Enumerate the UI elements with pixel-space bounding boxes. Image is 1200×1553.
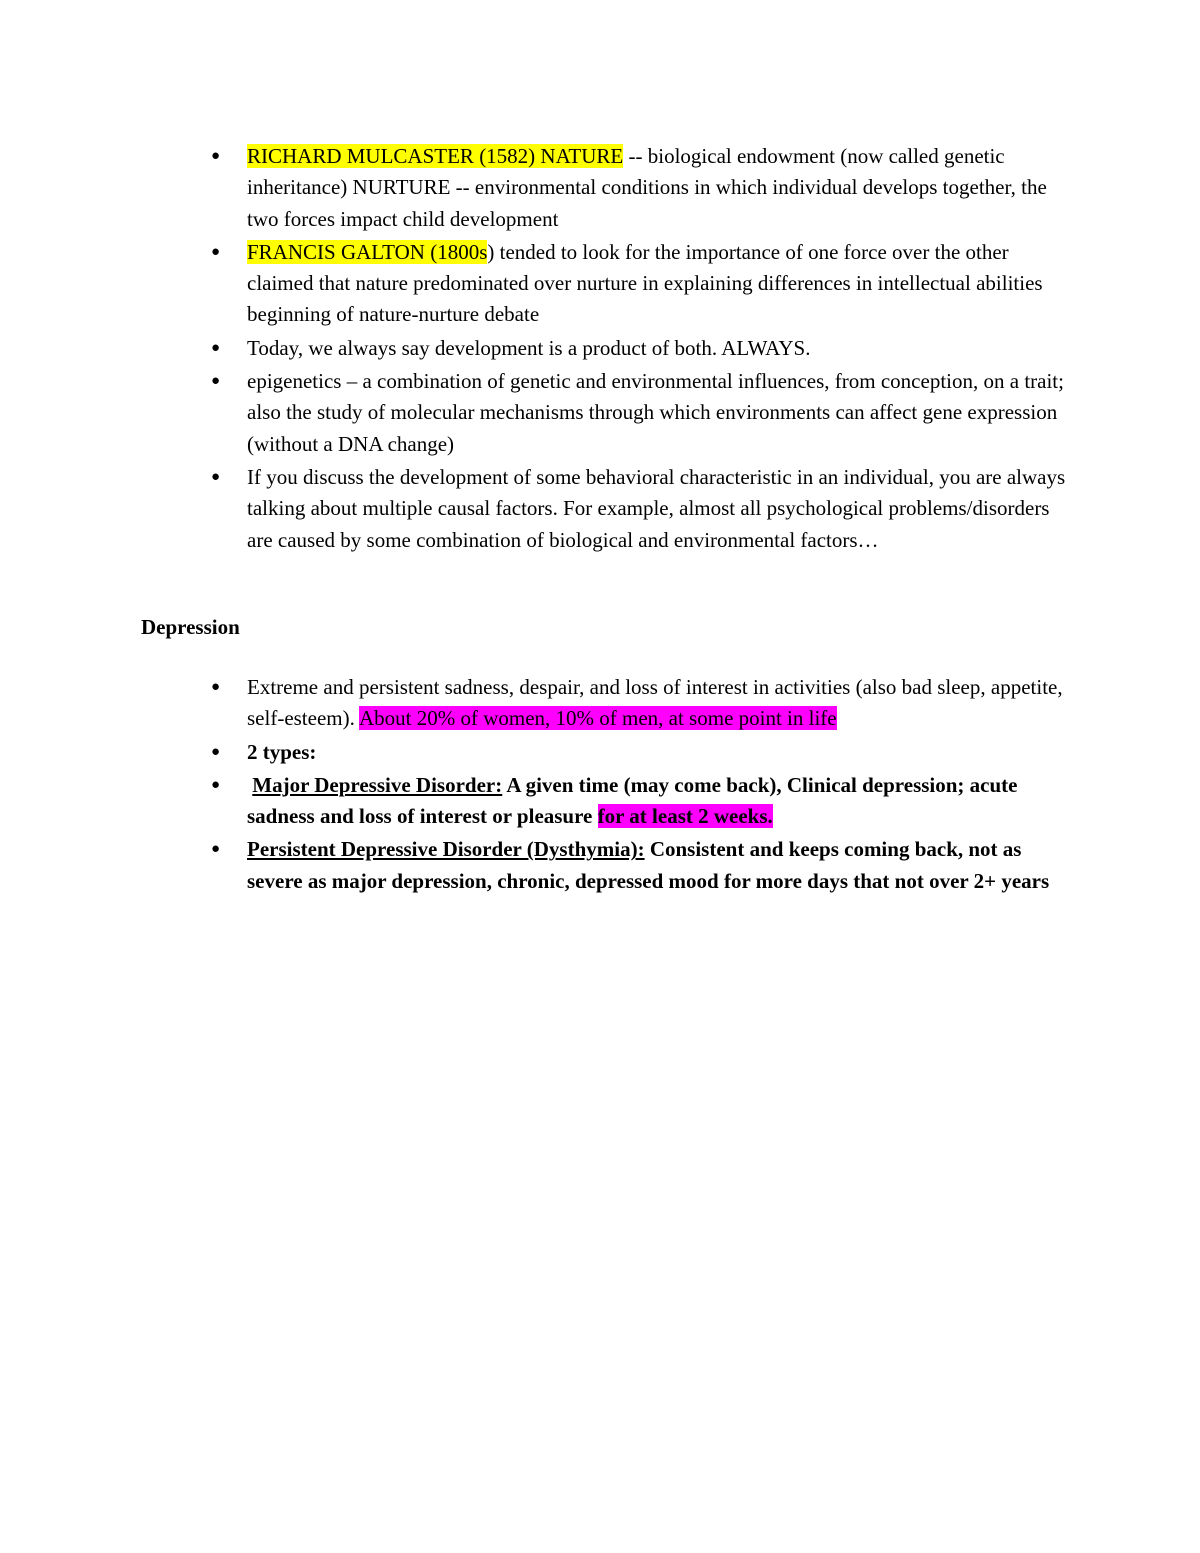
item-text: 2 types: [247,739,317,764]
bullet-icon: ● [211,243,221,260]
item-text: Extreme and persistent sadness, despair, and loss of interest in activities (also bad sleep, appetite, self-esteem). [247,675,1063,731]
bullet-icon: ● [211,679,221,695]
bullet-icon: ● [211,373,221,390]
highlighted-text: RICHARD MULCASTER (1582) NATURE [247,144,624,168]
term-label: Persistent Depressive Disorder (Dysthymia): [247,837,645,862]
item-text: -- biological endowment (now called genetic inheritance) NURTURE -- environmental conditions in which individual develops together, the two forces impact child development [247,144,1047,231]
section-heading-depression: Depression [141,615,240,639]
item-text: If you discuss the development of some behavioral characteristic in an individual, you are always talking about multiple causal factors. For example, almost all psychological problems/disorders are caused by some combination of biological and environmental factors… [247,464,1066,552]
bullet-icon: ● [211,776,221,793]
list-item-types [0,737,1067,768]
bullet-icon: ● [211,339,221,356]
nature-nurture-list [0,141,1200,558]
term-label: Major Depressive Disorder: [252,772,503,797]
item-text: Consistent and keeps coming back, not as severe as major depression, chronic, depressed mood for more days that not over 2+ years [247,837,1050,893]
depression-list [0,672,1200,899]
list-item-today [0,333,1067,364]
item-text: ) tended to look for the importance of one force over the other claimed that nature predominated over nurture in explaining differences in intellectual abilities beginning of nature-nurture debate [247,239,1043,327]
list-item-definition [0,672,1067,735]
bullet-icon: ● [211,743,221,760]
bullet-icon: ● [211,468,221,485]
list-item-epigenetics [0,366,1067,460]
list-item-galton [0,237,1067,331]
list-item-mulcaster [0,141,1067,235]
bullet-icon: ● [211,841,221,858]
highlighted-text: About 20% of women, 10% of men, at some point in life [358,706,837,731]
list-item-persistent-depressive [0,834,1067,897]
bullet-icon: ● [211,148,221,164]
item-text: epigenetics – a combination of genetic and environmental influences, from conception, on a trait; also the study of molecular mechanisms through which environments can affect gene expression (without a DNA change) [247,369,1064,456]
item-text: Today, we always say development is a product of both. ALWAYS. [247,335,811,360]
highlighted-text: FRANCIS GALTON (1800s [247,239,488,264]
list-item-causal-factors [0,462,1067,556]
item-text: A given time (may come back), Clinical depression; acute sadness and loss of interest or pleasure [247,772,1018,829]
highlighted-text: for at least 2 weeks. [597,804,773,829]
list-item-major-depressive [0,770,1067,833]
